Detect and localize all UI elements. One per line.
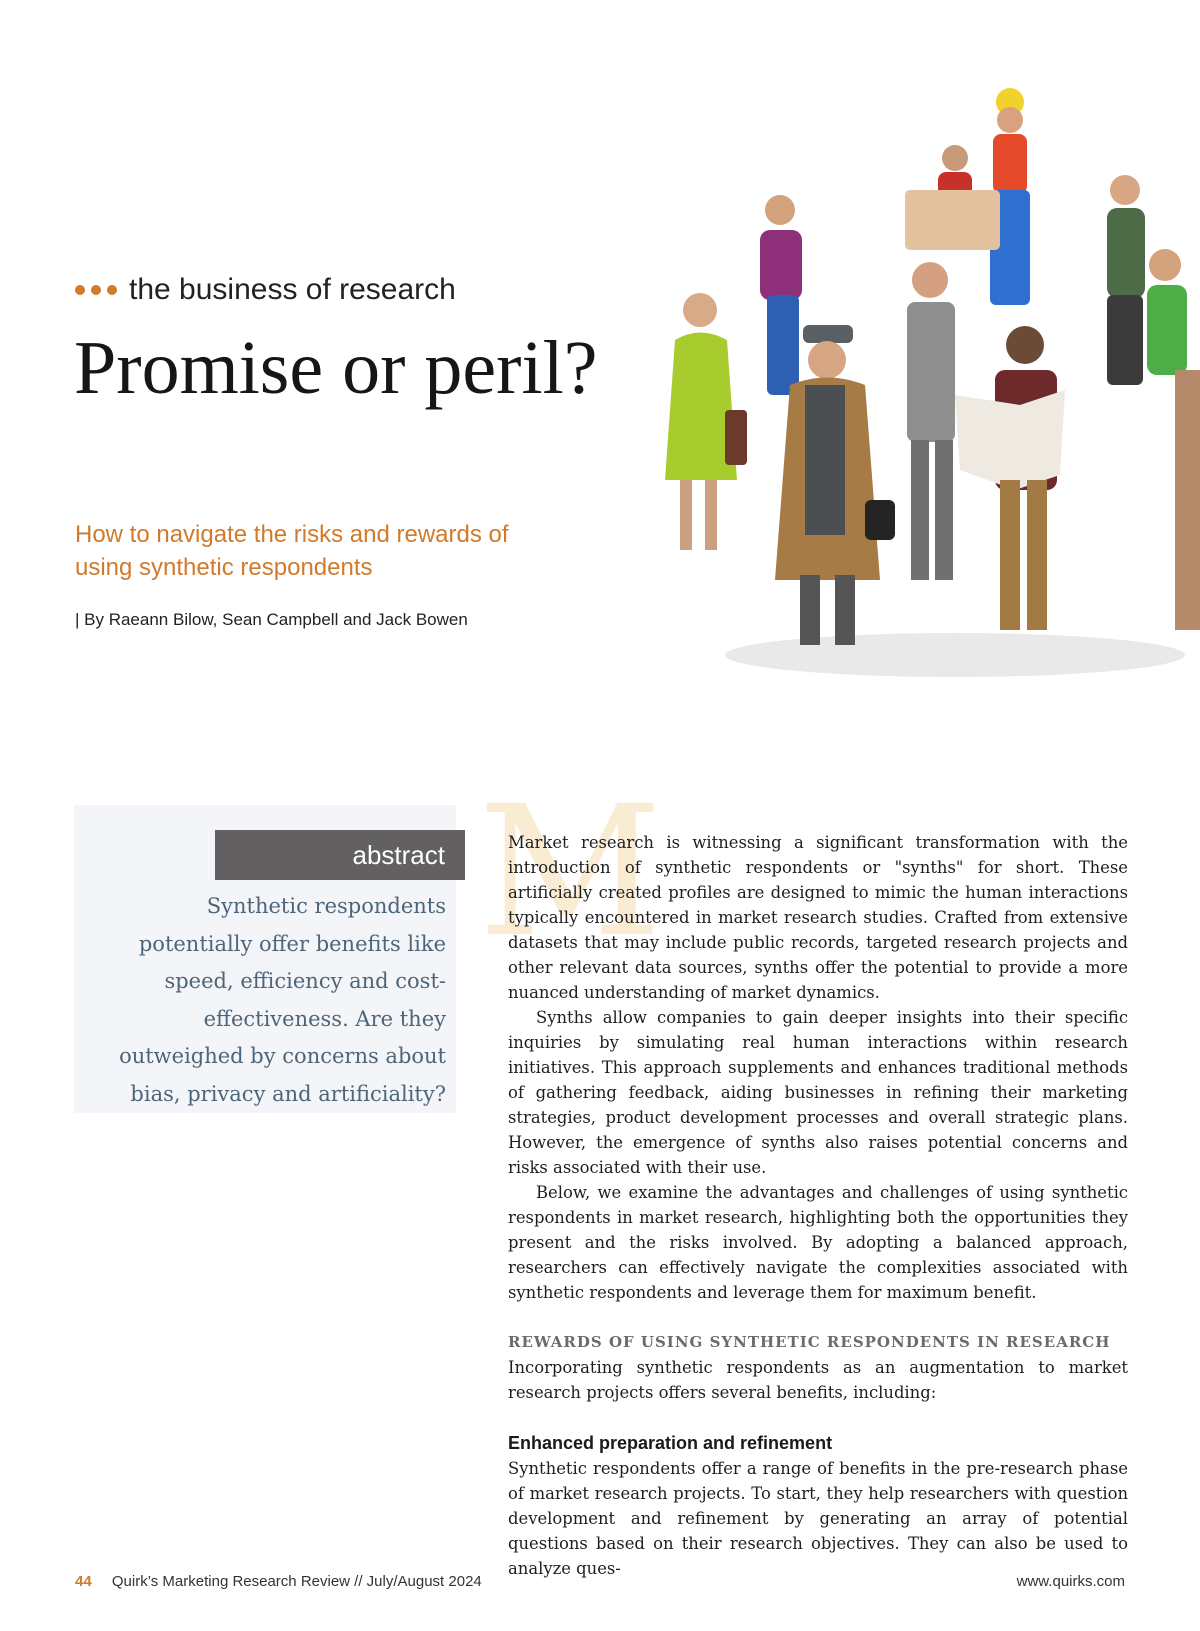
figurine-back-3	[1107, 175, 1145, 385]
drop-cap: M	[478, 768, 663, 977]
body-paragraph-1: Market research is witnessing a significant transformation with the introduction of synthetic respondents or "synths" for short. These artificially created profiles are designed to mimic the human interactions typically encountered in market research studies. Crafted from extensive datasets that may include public records, targeted research projects and other relevant data sources, synths offer the potential to provide a more nuanced understanding of market dynamics.	[508, 833, 1128, 1002]
section-tag	[75, 268, 456, 312]
figurine-man-newspaper	[955, 326, 1065, 630]
figurine-back-4	[760, 195, 802, 395]
abstract-label: abstract	[215, 830, 465, 880]
figurines-photo	[655, 80, 1200, 695]
subheading: Enhanced preparation and refinement	[508, 1433, 833, 1453]
footer-left	[75, 1573, 482, 1590]
publication-name: Quirk’s Marketing Research Review // July/August 2024	[111, 1573, 482, 1590]
figurine-man-grey	[907, 262, 955, 580]
article-title: Promise or peril?	[74, 326, 598, 410]
figurine-right-edge	[1147, 249, 1200, 630]
page-number: 44	[75, 1573, 92, 1590]
abstract-text: Synthetic respondents potentially offer benefits like speed, efficiency and cost-effectiveness. Are they outweighed by concerns about bias, privacy and artificiality?	[119, 894, 446, 1106]
body-paragraph-3: Below, we examine the advantages and challenges of using synthetic respondents in market research, highlighting both the opportunities they present and the risks involved. By adopting a balanced approach, researchers can effectively navigate the complexities associated with synthetic respondents and leverage them for maximum benefit.	[508, 1183, 1128, 1302]
body-paragraph-2: Synths allow companies to gain deeper insights into their specific inquiries by simulating real human interactions within research initiatives. This approach supplements and enhances traditional methods of gathering feedback, aiding businesses in refining their marketing strategies, product development processes and overall strategic plans. However, the emergence of synths also raises potential concerns and risks associated with their use.	[508, 1008, 1128, 1177]
figurine-back-2	[905, 145, 1000, 250]
website-link[interactable]: www.quirks.com	[1016, 1573, 1125, 1590]
article-body	[508, 830, 1128, 1581]
subsection-text: Synthetic respondents offer a range of benefits in the pre-research phase of market research projects. To start, they help researchers with question development and refinement by generating an array of potential questions based on their research objectives. They can also be used to analyze ques-	[508, 1459, 1128, 1578]
article-subtitle: How to navigate the risks and rewards of using synthetic respondents	[75, 521, 509, 581]
bullet-dots-icon	[75, 285, 117, 295]
section-intro: Incorporating synthetic respondents as an augmentation to market research projects offers several benefits, including:	[508, 1358, 1128, 1402]
section-tag-label: the business of research	[129, 273, 456, 306]
figurine-woman-green	[665, 293, 747, 550]
byline: | By Raeann Bilow, Sean Campbell and Jack Bowen	[75, 610, 468, 629]
section-heading: REWARDS OF USING SYNTHETIC RESPONDENTS IN RESEARCH	[508, 1333, 1111, 1351]
